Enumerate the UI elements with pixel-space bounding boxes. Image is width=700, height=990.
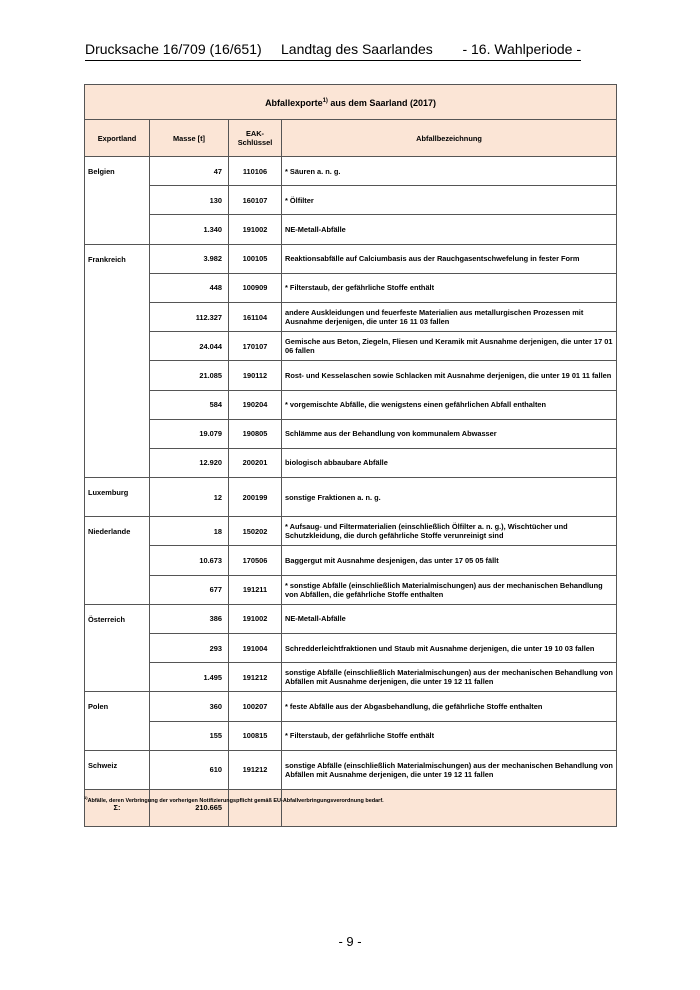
eak-code-cell: 161104 <box>229 302 282 331</box>
table-row <box>85 721 617 750</box>
table-row <box>85 634 617 663</box>
waste-description-cell: sonstige Abfälle (einschließlich Materialmischungen) aus der mechanischen Behandlung von Abfällen mit Ausnahme derjenigen, die unter 19 12 11 fallen <box>282 663 617 692</box>
waste-description-cell: Schredderleichtfraktionen und Staub mit Ausnahme derjenigen, die unter 19 10 03 fallen <box>282 634 617 663</box>
column-header-row <box>85 120 617 157</box>
table-row <box>85 302 617 331</box>
eak-code-cell: 191212 <box>229 663 282 692</box>
eak-code-cell: 170506 <box>229 546 282 575</box>
waste-description-cell: biologisch abbaubare Abfälle <box>282 448 617 477</box>
eak-code-cell: 191002 <box>229 215 282 244</box>
mass-cell: 112.327 <box>150 302 229 331</box>
table-row <box>85 750 617 789</box>
mass-cell: 47 <box>150 157 229 186</box>
waste-description-cell: * vorgemischte Abfälle, die wenigstens einen gefährlichen Abfall enthalten <box>282 390 617 419</box>
waste-description-cell: * Filterstaub, der gefährliche Stoffe enthält <box>282 273 617 302</box>
waste-description-cell: Schlämme aus der Behandlung von kommunalem Abwasser <box>282 419 617 448</box>
table-title-row <box>85 85 617 120</box>
mass-cell: 19.079 <box>150 419 229 448</box>
eak-code-cell: 191211 <box>229 575 282 604</box>
eak-code-cell: 200199 <box>229 478 282 517</box>
table-row <box>85 361 617 390</box>
parliament-name: Landtag des Saarlandes <box>281 41 433 57</box>
table-row <box>85 186 617 215</box>
waste-description-cell: * feste Abfälle aus der Abgasbehandlung, die gefährliche Stoffe enthalten <box>282 692 617 721</box>
eak-code-cell: 170107 <box>229 332 282 361</box>
export-country: Niederlande <box>85 517 150 605</box>
eak-code-cell: 100909 <box>229 273 282 302</box>
eak-code-cell: 190204 <box>229 390 282 419</box>
table-row <box>85 390 617 419</box>
waste-export-table <box>84 84 617 827</box>
column-header: Exportland <box>85 120 150 157</box>
eak-code-cell: 100815 <box>229 721 282 750</box>
mass-cell: 1.495 <box>150 663 229 692</box>
waste-description-cell: * Ölfilter <box>282 186 617 215</box>
waste-description-cell: Reaktionsabfälle auf Calciumbasis aus der Rauchgasentschwefelung in fester Form <box>282 244 617 273</box>
table-row <box>85 273 617 302</box>
mass-cell: 293 <box>150 634 229 663</box>
table-row <box>85 517 617 546</box>
table-row <box>85 157 617 186</box>
eak-code-cell: 150202 <box>229 517 282 546</box>
eak-code-cell: 191212 <box>229 750 282 789</box>
waste-description-cell: Baggergut mit Ausnahme desjenigen, das unter 17 05 05 fällt <box>282 546 617 575</box>
table-row <box>85 663 617 692</box>
waste-description-cell: * sonstige Abfälle (einschließlich Materialmischungen) aus der mechanischen Behandlung von Abfällen, die gefährliche Stoffe enthalten <box>282 575 617 604</box>
mass-cell: 12 <box>150 478 229 517</box>
eak-code-cell: 191004 <box>229 634 282 663</box>
document-number: Drucksache 16/709 (16/651) <box>85 41 262 57</box>
mass-cell: 130 <box>150 186 229 215</box>
column-header: Masse [t] <box>150 120 229 157</box>
table-row <box>85 575 617 604</box>
table-title: Abfallexporte$^{1)}$ aus dem Saarland (2017) <box>85 85 617 120</box>
mass-cell: 386 <box>150 604 229 633</box>
mass-cell: 155 <box>150 721 229 750</box>
mass-cell: 21.085 <box>150 361 229 390</box>
table-row <box>85 448 617 477</box>
export-country: Belgien <box>85 157 150 245</box>
eak-code-cell: 100207 <box>229 692 282 721</box>
page-header <box>85 40 581 61</box>
mass-cell: 24.044 <box>150 332 229 361</box>
waste-description-cell: Gemische aus Beton, Ziegeln, Fliesen und Keramik mit Ausnahme derjenigen, die unter 17 01 06 fallen <box>282 332 617 361</box>
waste-description-cell: NE-Metall-Abfälle <box>282 215 617 244</box>
export-country: Frankreich <box>85 244 150 478</box>
export-country: Österreich <box>85 604 150 692</box>
table-row <box>85 419 617 448</box>
mass-cell: 360 <box>150 692 229 721</box>
mass-cell: 1.340 <box>150 215 229 244</box>
mass-cell: 3.982 <box>150 244 229 273</box>
waste-description-cell: * Aufsaug- und Filtermaterialien (einschließlich Ölfilter a. n. g.), Wischtücher und Schutzkleidung, die durch gefährliche Stoffe verunreinigt sind <box>282 517 617 546</box>
column-header: EAK-Schlüssel <box>229 120 282 157</box>
eak-code-cell: 190112 <box>229 361 282 390</box>
column-header: Abfallbezeichnung <box>282 120 617 157</box>
eak-code-cell: 100105 <box>229 244 282 273</box>
table-row <box>85 244 617 273</box>
export-country: Luxemburg <box>85 478 150 517</box>
footnote: $^{1)}$Abfälle, deren Verbringung der vorherigen Notifizierungspflicht gemäß EU-Abfallverbringungsverordnung bedarf. <box>84 795 384 804</box>
mass-cell: 12.920 <box>150 448 229 477</box>
eak-code-cell: 191002 <box>229 604 282 633</box>
table-row <box>85 692 617 721</box>
export-country: Schweiz <box>85 750 150 789</box>
waste-description-cell: Rost- und Kesselaschen sowie Schlacken mit Ausnahme derjenigen, die unter 19 01 11 fallen <box>282 361 617 390</box>
waste-description-cell: NE-Metall-Abfälle <box>282 604 617 633</box>
export-country: Polen <box>85 692 150 750</box>
page-number: - 9 - <box>338 934 362 949</box>
waste-description-cell: sonstige Fraktionen a. n. g. <box>282 478 617 517</box>
table-body <box>85 157 617 790</box>
mass-cell: 10.673 <box>150 546 229 575</box>
waste-description-cell: * Filterstaub, der gefährliche Stoffe enthält <box>282 721 617 750</box>
mass-cell: 677 <box>150 575 229 604</box>
legislative-period: - 16. Wahlperiode - <box>462 41 581 57</box>
mass-cell: 584 <box>150 390 229 419</box>
eak-code-cell: 200201 <box>229 448 282 477</box>
table-row <box>85 604 617 633</box>
mass-cell: 610 <box>150 750 229 789</box>
table-row <box>85 478 617 517</box>
table-row <box>85 215 617 244</box>
eak-code-cell: 110106 <box>229 157 282 186</box>
table-row <box>85 546 617 575</box>
sum-label: Σ: <box>85 789 150 826</box>
mass-cell: 18 <box>150 517 229 546</box>
waste-description-cell: andere Auskleidungen und feuerfeste Materialien aus metallurgischen Prozessen mit Ausnahme derjenigen, die unter 16 11 03 fallen <box>282 302 617 331</box>
mass-cell: 448 <box>150 273 229 302</box>
sum-value: 210.665 <box>150 789 229 826</box>
eak-code-cell: 160107 <box>229 186 282 215</box>
waste-description-cell: sonstige Abfälle (einschließlich Materialmischungen) aus der mechanischen Behandlung von Abfällen mit Ausnahme derjenigen, die unter 19 12 11 fallen <box>282 750 617 789</box>
waste-description-cell: * Säuren a. n. g. <box>282 157 617 186</box>
table-row <box>85 332 617 361</box>
eak-code-cell: 190805 <box>229 419 282 448</box>
